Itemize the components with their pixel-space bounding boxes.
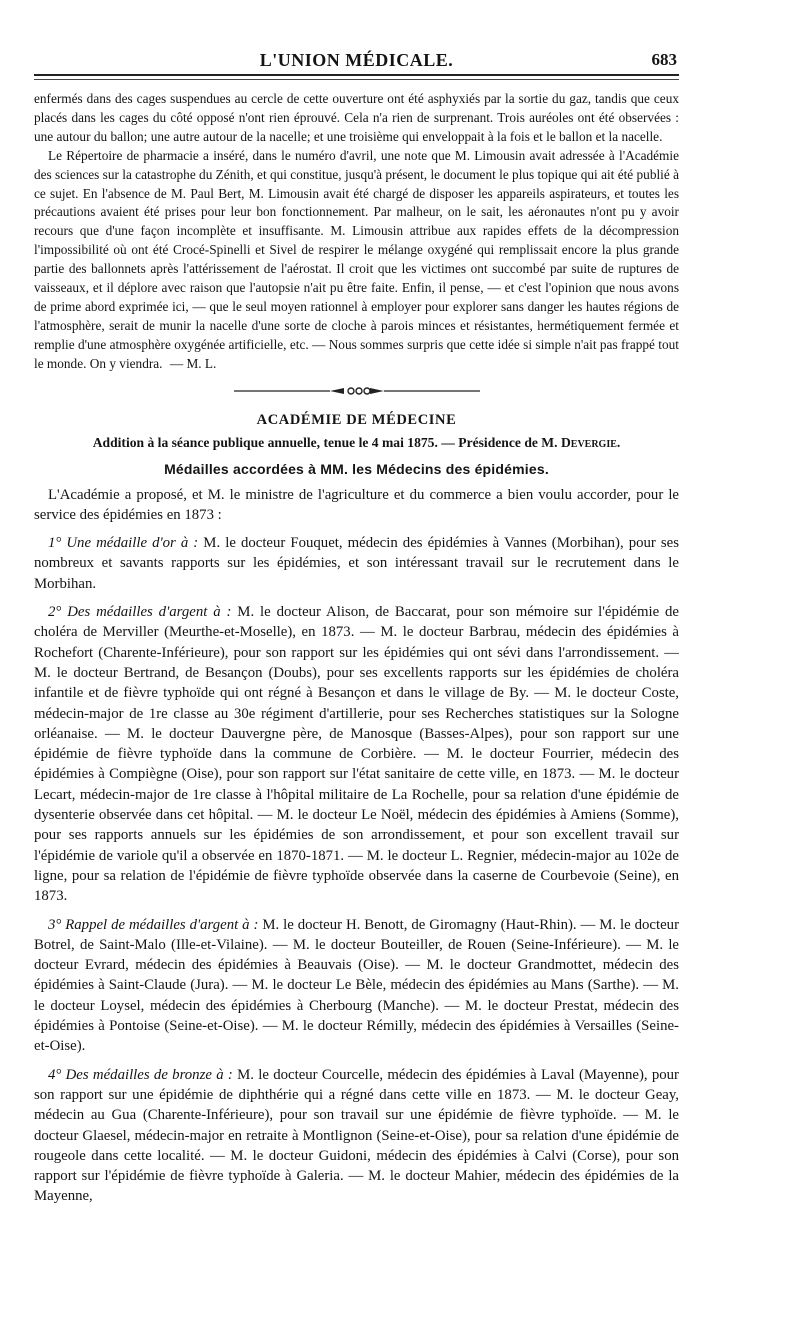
- section-title: ACADÉMIE DE MÉDECINE: [256, 411, 457, 428]
- medal-item-lead: 4° Des médailles de bronze à :: [48, 1066, 233, 1083]
- medal-item-silver-recall: [34, 915, 679, 1057]
- medal-item-text: M. le docteur Courcelle, médecin des épidémies à Laval (Mayenne), pour son rapport sur une épidémie de diphthérie qui a régné dans cette ville en 1873. — M. le docteur Geay, médecin au Gua (Charente-Inférieure), pour son travail sur une épidémie de fièvre typhoïde. — M. le docteur Glaesel, médecin-major en retraite à Montlignon (Seine-et-Oise), pour sa relation d'une épidémie de rougeole dans cette localité. — M. le docteur Guidoni, médecin des épidémies à Calvi (Corse), pour son rapport sur l'épidémie de fièvre typhoïde à Galeria. — M. le docteur Mahier, médecin des épidémies de la Mayenne,: [34, 1066, 679, 1205]
- header-rule: [34, 79, 679, 80]
- medals-intro: L'Académie a proposé, et M. le ministre de l'agriculture et du commerce a bien voulu accorder, pour le service des épidémies en 1873 :: [34, 486, 679, 523]
- page-number: 683: [651, 50, 677, 69]
- article-signature: — M. L.: [169, 355, 217, 371]
- medal-item-bronze: [34, 1065, 679, 1207]
- section-ornament: [232, 384, 482, 398]
- medals-title: Médailles accordées à MM. les Médecins des épidémies.: [164, 460, 549, 477]
- medal-item-lead: 2° Des médailles d'argent à :: [48, 604, 232, 621]
- intro-paragraph-1: enfermés dans des cages suspendues au cercle de cette ouverture ont été asphyxiés par la sortie du gaz, tandis que ceux placés dans les cages du côté opposé n'ont rien éprouvé. Cela n'a rien de surprenant. Trois auréoles ont été observées : une autour du ballon; une autre autour de la nacelle; et une troisième qui enveloppait à la fois et le ballon et la nacelle.: [34, 91, 679, 144]
- medal-item-text: M. le docteur H. Benott, de Giromagny (Haut-Rhin). — M. le docteur Botrel, de Saint-Malo (Ille-et-Vilaine). — M. le docteur Bouteiller, de Rouen (Seine-Inférieure). — M. le docteur Evrard, médecin des épidémies à Beauvais (Oise). — M. le docteur Grandmottet, médecin des épidémies à Saint-Claude (Jura). — M. le docteur Le Bèle, médecin des épidémies au Mans (Sarthe). — M. le docteur Loysel, médecin des épidémies à Cherbourg (Manche). — M. le docteur Prestat, médecin des épidémies à Pontoise (Seine-et-Oise). — M. le docteur Rémilly, médecin des épidémies à Versailles (Seine-et-Oise).: [34, 916, 679, 1055]
- medal-item-lead: 1° Une médaille d'or à :: [48, 535, 199, 552]
- ornament-divider-icon: [232, 384, 482, 398]
- running-head: [34, 40, 679, 76]
- session-text: Addition à la séance publique annuelle, tenue le 4 mai 1875. — Présidence de M.: [92, 434, 558, 450]
- journal-title: L'UNION MÉDICALE.: [259, 50, 454, 70]
- medal-item-text: M. le docteur Alison, de Baccarat, pour son mémoire sur l'épidémie de choléra de Merviller (Meurthe-et-Moselle), en 1873. — M. le docteur Barbrau, médecin des épidémies à Rochefort (Charente-Inférieure), pour son rapport sur les épidémies qui ont sévi dans l'arrondissement. — M. le docteur Bertrand, de Besançon (Doubs), pour ses excellents rapports sur les épidémies de choléra infantile et de fièvre typhoïde qui ont régné à Besançon et dans le village de By. — M. le docteur Coste, médecin-major de 1re classe au 30e régiment d'artillerie, pour ses Recherches statistiques sur la Sologne orléanaise. — M. le docteur Dauvergne père, de Manosque (Basses-Alpes), pour son rapport sur une épidémie de fièvre typhoïde dans la commune de Corbière. — M. le docteur Fourrier, médecin des épidémies à Compiègne (Oise), pour son rapport sur l'état sanitaire de cette ville, en 1873. — M. le docteur Lecart, médecin-major de 1re classe à l'hôpital militaire de La Rochelle, pour sa relation d'une épidémie de dysenterie observée dans cet hôpital. — M. le docteur Le Noël, médecin des épidémies à Amiens (Somme), pour ses rapports annuels sur les épidémies de son arrondissement, et pour son excellent travail sur l'épidémie de variole qu'il a observée en 1870-1871. — M. le docteur L. Regnier, médecin-major au 102e de ligne, pour sa relation de l'épidémie de fièvre typhoïde observée dans la caserne de Courbevoie (Seine), en 1873.: [34, 604, 679, 905]
- medal-item-text: M. le docteur Fouquet, médecin des épidémies à Vannes (Morbihan), pour ses nombreux et savants rapports sur les épidémies, et son intéressant travail sur le recrutement dans le Morbihan.: [34, 535, 679, 592]
- medal-item-silver: [34, 602, 679, 906]
- intro-paragraph-2: [34, 147, 679, 374]
- medal-item-gold: [34, 533, 679, 594]
- medal-item-lead: 3° Rappel de médailles d'argent à :: [48, 916, 259, 933]
- session-line: [34, 435, 679, 451]
- medals-body: [34, 485, 679, 1207]
- president-name: Devergie.: [560, 434, 621, 450]
- intro-article: [34, 90, 679, 374]
- journal-page: [34, 40, 679, 1280]
- intro-paragraph-2-text: Le Répertoire de pharmacie a inséré, dans le numéro d'avril, une note que M. Limousin avait adressée à l'Académie des sciences sur la catastrophe du Zénith, et qui constitue, jusqu'à présent, le document le plus topique qui ait été publié à ce sujet. En l'absence de M. Paul Bert, M. Limousin avait été chargé de disposer les appareils aspirateurs, et toutes les précautions avaient été prises pour leur bon fonctionnement. Par malheur, on le sait, les aéronautes n'ont pu y avoir recours que d'une façon incomplète et insuffisante. M. Limousin attribue aux rapides effets de la décompression l'impossibilité où ont été Crocé-Spinelli et Sivel de respirer le mélange oxygéné qui remplissait encore la plus grande partie des ballonnets après l'attérissement de l'aérostat. Il croit que les victimes ont succombé par suite de ruptures de vaisseaux, et il déplore avec raison que l'autopsie n'ait pu être faite. Enfin, il pense, — et c'est l'opinion que nous avons de prime abord exprimée ici, — que le seul moyen rationnel à employer pour explorer sans danger les hautes régions de l'atmosphère, serait de munir la nacelle d'une sorte de cloche à parois minces et résistantes, hermétiquement fermée et remplie d'une atmosphère oxygénée artificielle, etc. — Nous sommes surpris que cette idée si simple n'ait pas frappé tout le monde. On y viendra.: [34, 147, 679, 371]
